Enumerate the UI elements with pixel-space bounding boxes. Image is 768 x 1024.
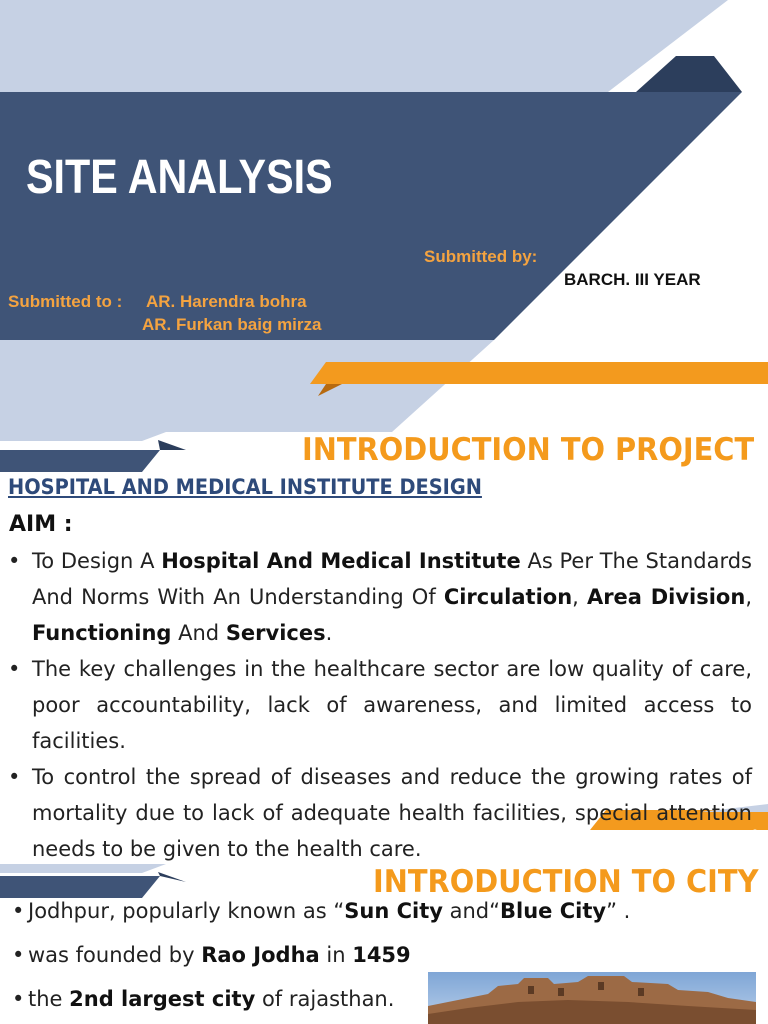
light-blue-band-top (0, 0, 728, 92)
navy-tab-fold (158, 872, 186, 882)
presentation-title: SITE ANALYSIS (26, 151, 333, 204)
dark-navy-accent (636, 56, 742, 92)
aim-bullet-3: • To control the spread of diseases and reduce the growing rates of mortality due to lack of adequate health facilities, special attention needs to be given to the health care. (8, 759, 752, 864)
city-heading: INTRODUCTION TO CITY (372, 864, 758, 900)
navy-tab-fold (158, 440, 186, 450)
light-blue-strip (0, 864, 166, 873)
orange-accent-bar (310, 362, 768, 384)
city-bullet-1: • Jodhpur, popularly known as “Sun City and“Blue City” . (12, 896, 630, 940)
city-bullet-2: • was founded by Rao Jodha in 1459 (12, 940, 630, 984)
page-number: 2 (751, 828, 758, 840)
city-intro-slide (0, 864, 768, 1024)
aim-label: AIM : (9, 512, 73, 537)
light-blue-strip (0, 432, 166, 441)
navy-tab (0, 450, 160, 472)
bullet-dot-icon: • (12, 943, 25, 967)
bullet-dot-icon: • (8, 549, 21, 573)
navy-tab (0, 876, 160, 898)
fort-photo (428, 972, 756, 1024)
submitted-by-label: Submitted by: (424, 247, 538, 266)
bullet-dot-icon: • (8, 765, 21, 789)
bullet-dot-icon: • (12, 987, 25, 1011)
aim-bullet-2: • The key challenges in the healthcare sector are low quality of care, poor accountability, lack of awareness, and limited access to facilities. (8, 651, 752, 759)
light-blue-band-bottom (0, 340, 494, 432)
title-slide-background (0, 0, 768, 432)
city-bullet-3: • the 2nd largest city of rajasthan. (12, 984, 630, 1024)
aim-bullet-1: • To Design A Hospital And Medical Institute As Per The Standards And Norms With An Understanding Of Circulation, Area Division, Functioning And Services. (8, 543, 752, 651)
bullet-dot-icon: • (12, 899, 25, 923)
project-intro-slide (0, 432, 768, 864)
project-heading: INTRODUCTION TO PROJECT (301, 432, 754, 468)
submitted-to-label: Submitted to : (8, 292, 123, 311)
year-label: BARCH. III YEAR (564, 270, 701, 289)
project-subheading: HOSPITAL AND MEDICAL INSTITUTE DESIGN (8, 475, 482, 500)
aim-bullet-list (8, 543, 752, 864)
submitted-to-name-2: AR. Furkan baig mirza (142, 315, 322, 334)
title-slide (0, 0, 768, 432)
bullet-dot-icon: • (8, 657, 21, 681)
submitted-to-name-1: AR. Harendra bohra (146, 292, 307, 311)
